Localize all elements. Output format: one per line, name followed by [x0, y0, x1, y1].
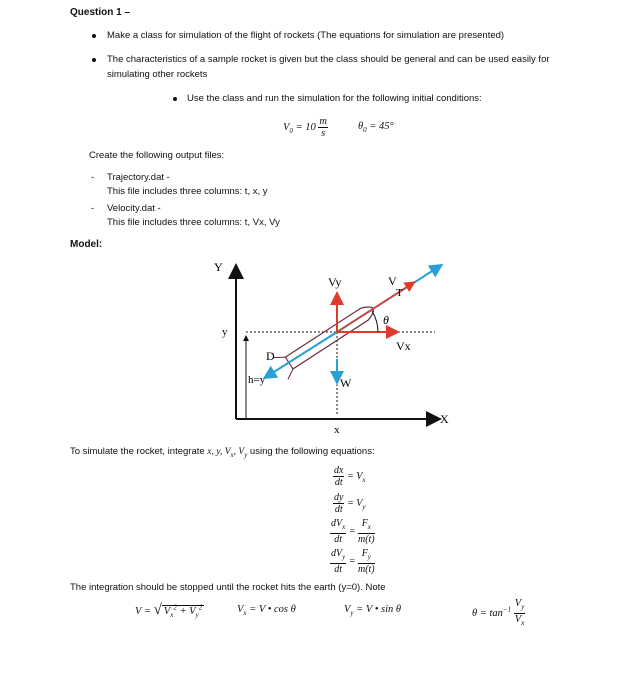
bullet-text-2: The characteristics of a sample rocket is given but the class should be general and can be used easily for [107, 54, 550, 65]
eq-dx-den: dt [334, 477, 343, 488]
eq-dvy-rden: m(t) [357, 564, 375, 575]
equation-dx [333, 465, 365, 488]
w-label: W [340, 376, 352, 390]
eq-dvy-den: dt [334, 564, 342, 575]
eq-dvx-eq: = [348, 525, 356, 537]
output-file-desc-1: This file includes three columns: t, x, y [107, 186, 268, 197]
drag-arrow [266, 332, 337, 377]
v0-unit-num: m [319, 116, 327, 127]
eq-dvx-rnum-sub: x [367, 523, 371, 531]
v0-unit [318, 116, 328, 139]
bullet-dot-1 [92, 34, 96, 38]
integrate-vars: x, y, $V_x$, $V_y$ [207, 447, 248, 459]
formula-theta-frac: $\frac{V_y}{V_x}$ [514, 598, 525, 628]
rocket-diagram [200, 255, 460, 440]
eq-dvy-num-sub: y [342, 553, 346, 561]
eq-dy-num: dy [334, 492, 344, 503]
v0-value: = 10 [295, 121, 316, 133]
x-axis-label: X [440, 412, 449, 426]
eq-dvy-rnum-sub: y [367, 553, 371, 561]
output-dash-1: - [91, 172, 95, 183]
eq-dvy-num: dV [331, 548, 343, 559]
formula-vx: $V_x = V$ • cos θ [237, 604, 296, 618]
equation-dy [333, 492, 365, 515]
eq-dvx-num-sub: x [342, 523, 346, 531]
output-file-name-1: Trajectory.dat - [107, 172, 170, 183]
d-label: D [266, 349, 275, 363]
eq-dvx-num: dV [331, 518, 343, 529]
vx-label: Vx [396, 339, 411, 353]
theta0-sub: 0 [363, 126, 367, 135]
formula-v-magnitude: V = √ $V_x^2 + V_y^2$ [135, 602, 203, 620]
eq-dx-num: dx [334, 465, 344, 476]
formula-vy-rhs: = V • sin θ [353, 604, 402, 615]
bullet-dot-2 [92, 58, 96, 62]
formula-vy-lhs: V [344, 604, 351, 615]
y-tick-label: y [222, 326, 228, 338]
eq-dy-sub: y [362, 502, 366, 511]
formula-theta [472, 598, 525, 629]
eq-dvx-rnum: F [361, 518, 368, 529]
v0-sub: 0 [289, 127, 293, 135]
eq-dvy-eq: = [348, 555, 356, 567]
sub-bullet-text: Use the class and run the simulation for the following initial conditions: [187, 93, 482, 104]
initial-velocity [283, 116, 328, 139]
eq-dvx-den: dt [334, 534, 342, 545]
bullet-text-2-cont: simulating other rockets [107, 69, 208, 80]
eq-dy-den: dt [334, 504, 343, 515]
output-file-desc-2: This file includes three columns: t, Vx, Vy [107, 217, 280, 228]
output-file-name-2: Velocity.dat - [107, 203, 161, 214]
y-axis-label: Y [214, 260, 223, 274]
formula-v-root-vx: V [163, 606, 171, 617]
formula-theta-sup: −1 [502, 605, 512, 614]
formula-v-lhs: V = [135, 606, 154, 617]
eq-dvy-rnum: F [361, 548, 368, 559]
vy-label: Vy [328, 275, 342, 289]
output-intro: Create the following output files: [89, 150, 225, 161]
bullet-text-1: Make a class for simulation of the flight of rockets (The equations for simulation are presented) [107, 30, 505, 41]
v-label: V [388, 274, 397, 288]
formula-vx-rhs: = V • cos θ [246, 604, 296, 615]
theta0-value: = 45° [369, 121, 394, 132]
x-tick-label: x [334, 424, 340, 436]
formula-vy: $V_y = V$ • sin θ [344, 604, 402, 618]
question-title: Question 1 – [70, 7, 131, 18]
v0-unit-den: s [321, 128, 326, 139]
eq-dx-rhs: = V [346, 470, 363, 482]
eq-dvx-rden: m(t) [357, 534, 375, 545]
h-label: h=y [248, 374, 266, 386]
integrate-text: To simulate the rocket, integrate x, y, $V_x$, $V_y$ using the following equations: [70, 446, 375, 459]
sub-bullet-dot [173, 97, 177, 101]
output-dash-2: - [91, 203, 95, 214]
formula-theta-lhs: θ = tan [472, 608, 503, 619]
equation-dvx [330, 518, 375, 545]
equation-dvy [330, 548, 375, 575]
t-label: T [396, 287, 403, 299]
formula-vx-lhs: V [237, 604, 244, 615]
stop-text: The integration should be stopped until the rocket hits the earth (y=0). Note [70, 582, 386, 593]
theta0-symbol: θ [358, 121, 364, 132]
eq-dy-rhs: = V [346, 497, 363, 509]
v0-symbol: V [283, 121, 290, 133]
eq-dx-sub: x [362, 475, 366, 484]
theta-label: θ [383, 313, 389, 327]
initial-angle [358, 121, 394, 134]
model-label: Model: [70, 239, 103, 250]
